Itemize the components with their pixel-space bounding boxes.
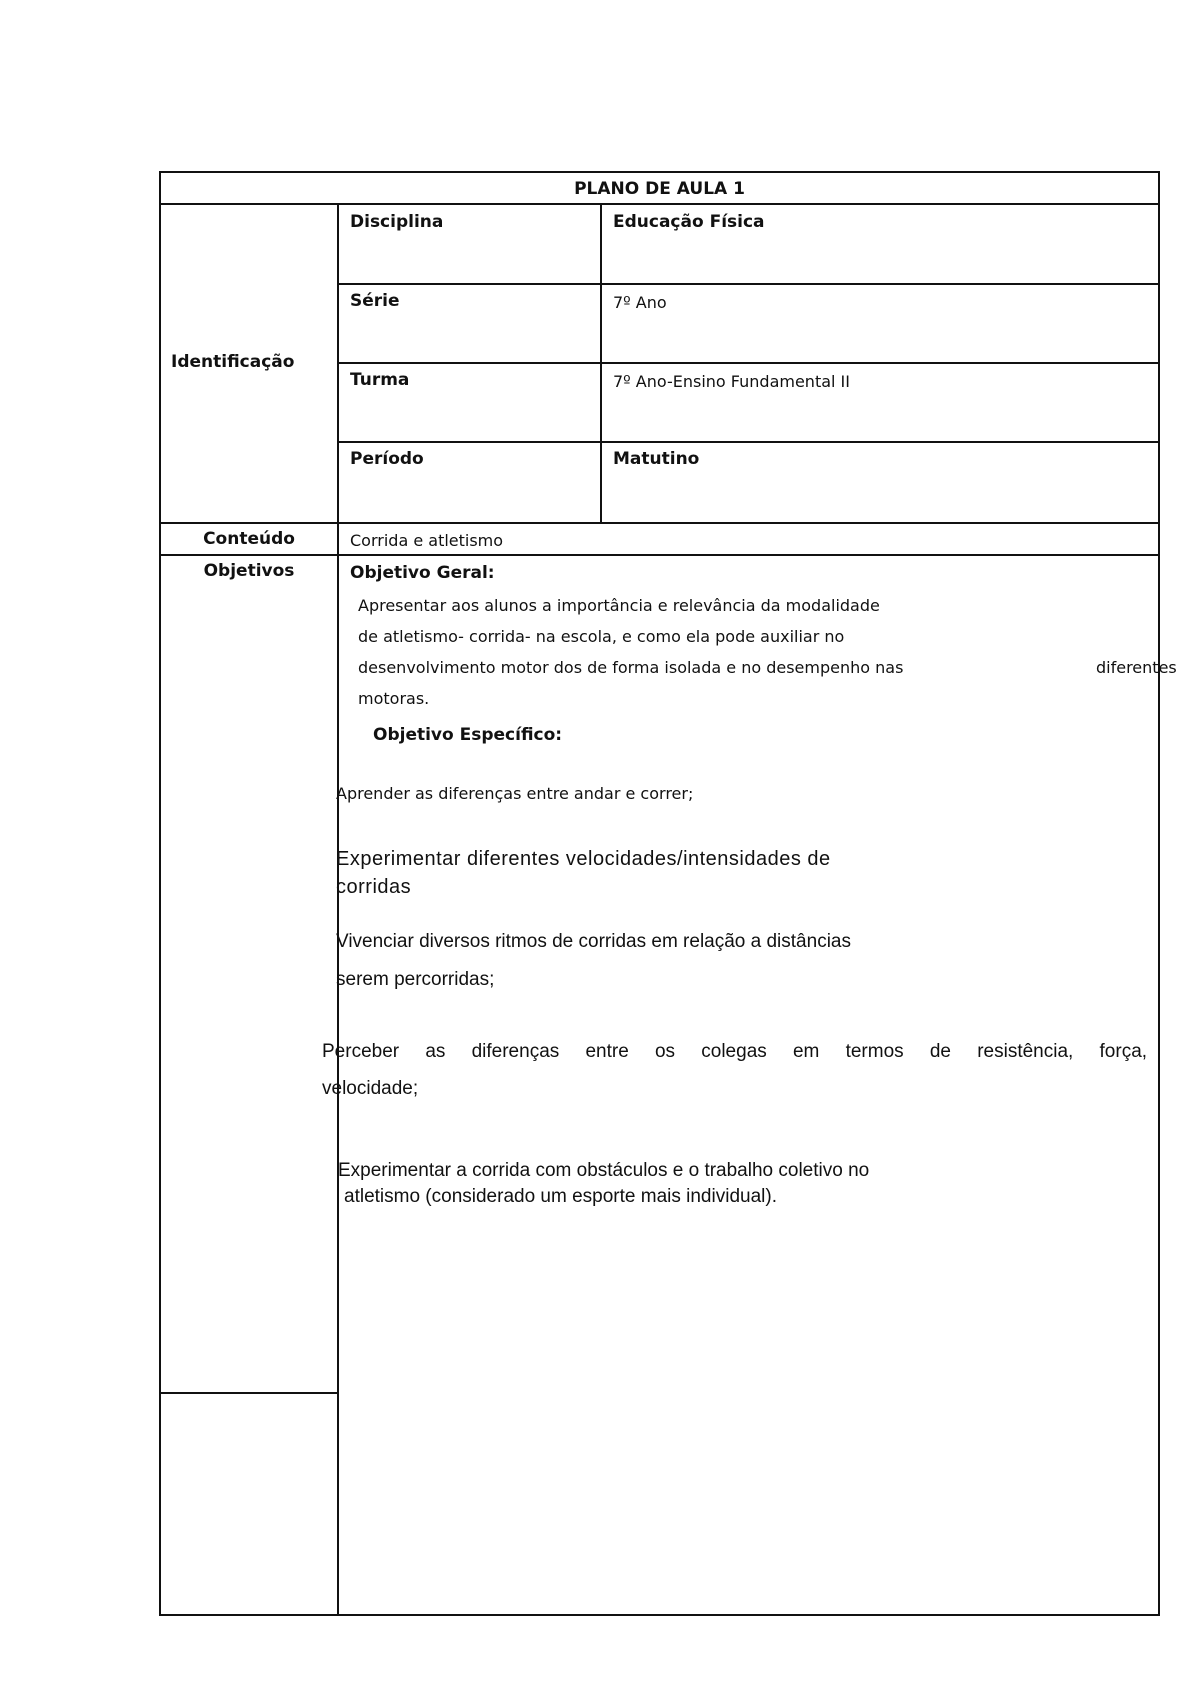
conteudo-value: Corrida e atletismo (350, 531, 504, 550)
objetivo-geral-line: motoras. (358, 689, 430, 708)
table-border-left (159, 171, 161, 1616)
table-border-right (1158, 171, 1160, 1616)
list-item-continuation: corridas (336, 876, 412, 898)
list-item: Vivenciar diversos ritmos de corridas em relação a distâncias (336, 931, 851, 952)
list-item-continuation: atletismo (considerado um esporte mais individual). (344, 1186, 777, 1207)
identificacao-row-divider-1 (337, 283, 1160, 285)
objetivo-geral-title: Objetivo Geral: (350, 563, 495, 583)
identificacao-label: Identificação (171, 352, 295, 372)
periodo-label: Período (350, 449, 424, 469)
serie-label: Série (350, 291, 400, 311)
conteudo-label: Conteúdo (203, 529, 295, 549)
list-item: Aprender as diferenças entre andar e correr; (336, 784, 694, 803)
disciplina-value: Educação Física (613, 212, 765, 232)
label-column-divider (337, 203, 339, 1616)
turma-value: 7º Ano-Ensino Fundamental II (613, 372, 850, 391)
identificacao-row-divider-2 (337, 362, 1160, 364)
table-border-bottom (159, 1614, 1160, 1616)
list-item: Experimentar diferentes velocidades/intensidades de (336, 848, 831, 870)
objetivo-geral-line: Apresentar aos alunos a importância e relevância da modalidade (358, 596, 880, 615)
objetivo-geral-line-end: diferentes (1096, 658, 1177, 677)
list-item-continuation: velocidade; (322, 1078, 419, 1099)
identificacao-bottom-divider (159, 522, 1160, 524)
table-border-top (159, 171, 1160, 173)
value-column-divider (600, 203, 602, 523)
turma-label: Turma (350, 370, 410, 390)
list-item: Experimentar a corrida com obstáculos e o trabalho coletivo no (338, 1160, 870, 1181)
objetivo-especifico-title: Objetivo Específico: (373, 725, 563, 745)
objetivos-label-bottom-divider (159, 1392, 339, 1394)
title-row-divider (159, 203, 1160, 205)
disciplina-label: Disciplina (350, 212, 444, 232)
conteudo-bottom-divider (159, 554, 1160, 556)
periodo-value: Matutino (613, 449, 700, 469)
list-item: Perceber as diferenças entre os colegas em termos de resistência, força, (322, 1041, 1148, 1062)
list-item-continuation: serem percorridas; (336, 969, 495, 990)
serie-value: 7º Ano (613, 293, 667, 312)
objetivo-geral-line: desenvolvimento motor dos de forma isolada e no desempenho nas (358, 658, 904, 677)
identificacao-row-divider-3 (337, 441, 1160, 443)
page-title: PLANO DE AULA 1 (574, 179, 745, 199)
objetivos-label: Objetivos (203, 561, 295, 581)
objetivo-geral-line: de atletismo- corrida- na escola, e como ela pode auxiliar no (358, 627, 845, 646)
